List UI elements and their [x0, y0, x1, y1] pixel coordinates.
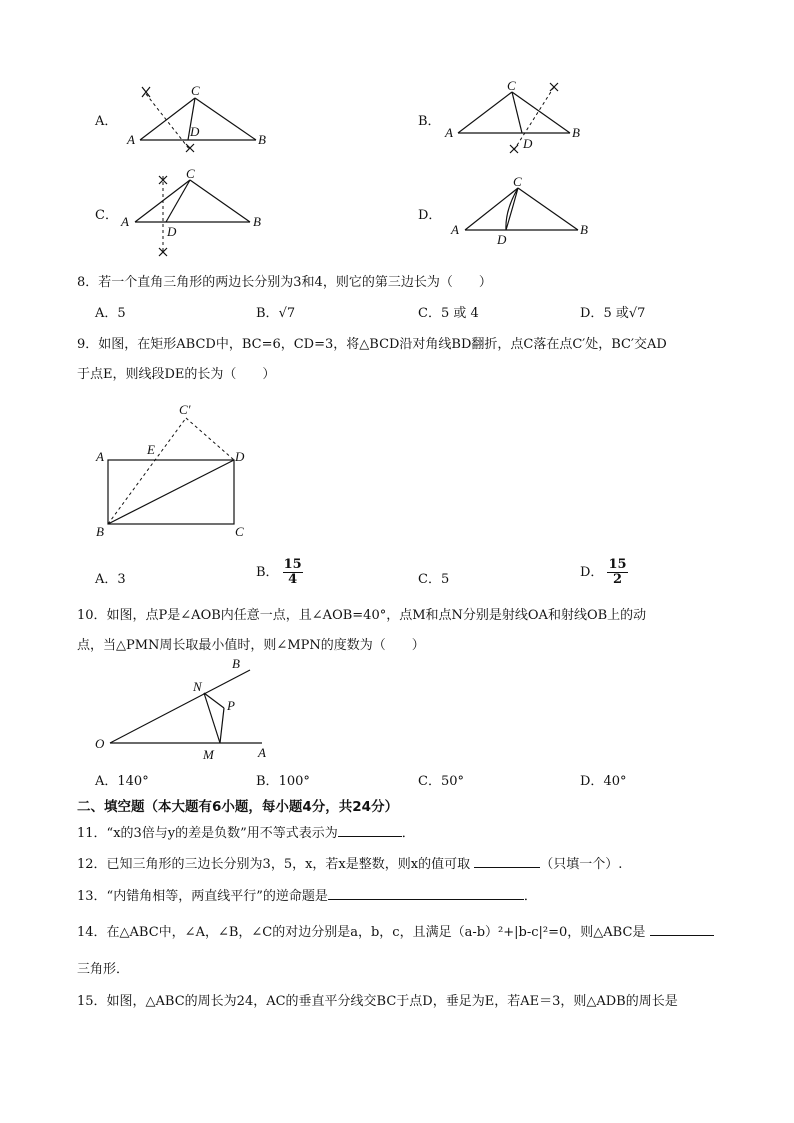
q7d-label-b: B: [580, 222, 588, 237]
section-2-title: 二、填空题（本大题有6小题，每小题4分，共24分）: [77, 799, 399, 815]
q8-number: 8．: [77, 275, 99, 290]
q13-answer-blank[interactable]: [328, 899, 524, 900]
q9-option-c[interactable]: C．5: [418, 572, 450, 587]
q9-label-b: B: [96, 524, 104, 539]
q9-number: 9．: [77, 337, 99, 352]
q7c-label-a: A: [121, 214, 129, 229]
q7b-label-b: B: [572, 125, 580, 140]
q9-option-b[interactable]: B． $\frac{15}{4}$: [256, 557, 302, 587]
question-14: 14．在△ABC中，∠A，∠B，∠C的对边分别是a，b，c，且满足（a-b）²+|b-c|²=0，则△ABC是: [77, 921, 714, 940]
question-11: 11．“x的3倍与y的差是负数”用不等式表示为 ．: [77, 826, 415, 841]
q10-text-line1: 如图，点P是∠AOB内任意一点，且∠AOB=40°，点M和点N分别是射线OA和射线OB上的动: [106, 608, 647, 623]
q7a-label-c: C: [191, 83, 200, 98]
q9-label-a: A: [96, 449, 104, 464]
q7d-label-c: C: [513, 174, 522, 189]
q9-label-c: C: [235, 524, 244, 539]
q9-label-e: E: [147, 442, 155, 457]
q9-text-line1: 如图，在矩形ABCD中，BC=6，CD=3，将△BCD沿对角线BD翻折，点C落在点C′处，BC′交AD: [98, 337, 667, 352]
q9-option-a[interactable]: A．3: [95, 572, 126, 587]
q8-option-b[interactable]: B．√7: [256, 306, 296, 321]
q10-label-b: B: [232, 656, 240, 671]
q10-option-c[interactable]: C．50°: [418, 774, 464, 789]
q7a-label-a: A: [127, 132, 135, 147]
q10-option-a[interactable]: A．140°: [95, 774, 149, 789]
q7b-label-a: A: [445, 125, 453, 140]
q8-text: 若一个直角三角形的两边长分别为3和4，则它的第三边长为（ ）: [98, 275, 492, 290]
q14-line2: 三角形．: [77, 962, 130, 977]
q7b-label-d: D: [523, 136, 533, 151]
q7c-label-d: D: [167, 224, 177, 239]
q10-number: 10．: [77, 608, 107, 623]
q9-option-d[interactable]: D． $\frac{15}{2}$: [580, 557, 627, 587]
q10-label-n: N: [193, 679, 202, 694]
q10-text-line2: 点，当△PMN周长取最小值时，则∠MPN的度数为（ ）: [77, 638, 425, 653]
q7c-label-b: B: [253, 214, 261, 229]
q7a-label-b: B: [258, 132, 266, 147]
q12-answer-blank[interactable]: [474, 867, 540, 868]
q8-option-d[interactable]: D．5 或√7: [580, 306, 646, 321]
question-12: 12．已知三角形的三边长分别为3，5，x，若x是整数，则x的值可取 （只填一个）.: [77, 857, 623, 872]
q9-label-cprime: C′: [179, 402, 191, 417]
q9-label-d: D: [235, 449, 245, 464]
question-13: 13．“内错角相等，两直线平行”的逆命题是 ．: [77, 889, 537, 904]
q10-label-o: O: [95, 736, 105, 751]
q8-option-a[interactable]: A．5: [95, 306, 126, 321]
q10-label-m: M: [203, 747, 214, 762]
q9-text-line2: 于点E，则线段DE的长为（ ）: [77, 367, 276, 382]
q7c-label-c: C: [186, 166, 195, 181]
q7-option-b-letter: B．: [418, 114, 441, 129]
q11-answer-blank[interactable]: [338, 836, 402, 837]
q7a-label-d: D: [190, 124, 200, 139]
q10-option-b[interactable]: B．100°: [256, 774, 310, 789]
q7d-label-a: A: [451, 222, 459, 237]
q7d-label-d: D: [497, 232, 507, 247]
q7b-label-c: C: [507, 78, 516, 93]
q10-label-p: P: [227, 698, 235, 713]
q7-option-a-letter: A．: [95, 114, 118, 129]
q8-option-c[interactable]: C．5 或 4: [418, 306, 479, 321]
q10-label-a: A: [258, 745, 266, 760]
q7-option-d-letter: D．: [418, 208, 442, 223]
question-15: 15．如图，△ABC的周长为24，AC的垂直平分线交BC于点D，垂足为E，若AE＝3，则△ADB的周长是: [77, 994, 678, 1009]
q7-option-c-letter: C．: [95, 208, 118, 223]
q14-answer-blank[interactable]: [650, 935, 714, 936]
q10-option-d[interactable]: D．40°: [580, 774, 627, 789]
